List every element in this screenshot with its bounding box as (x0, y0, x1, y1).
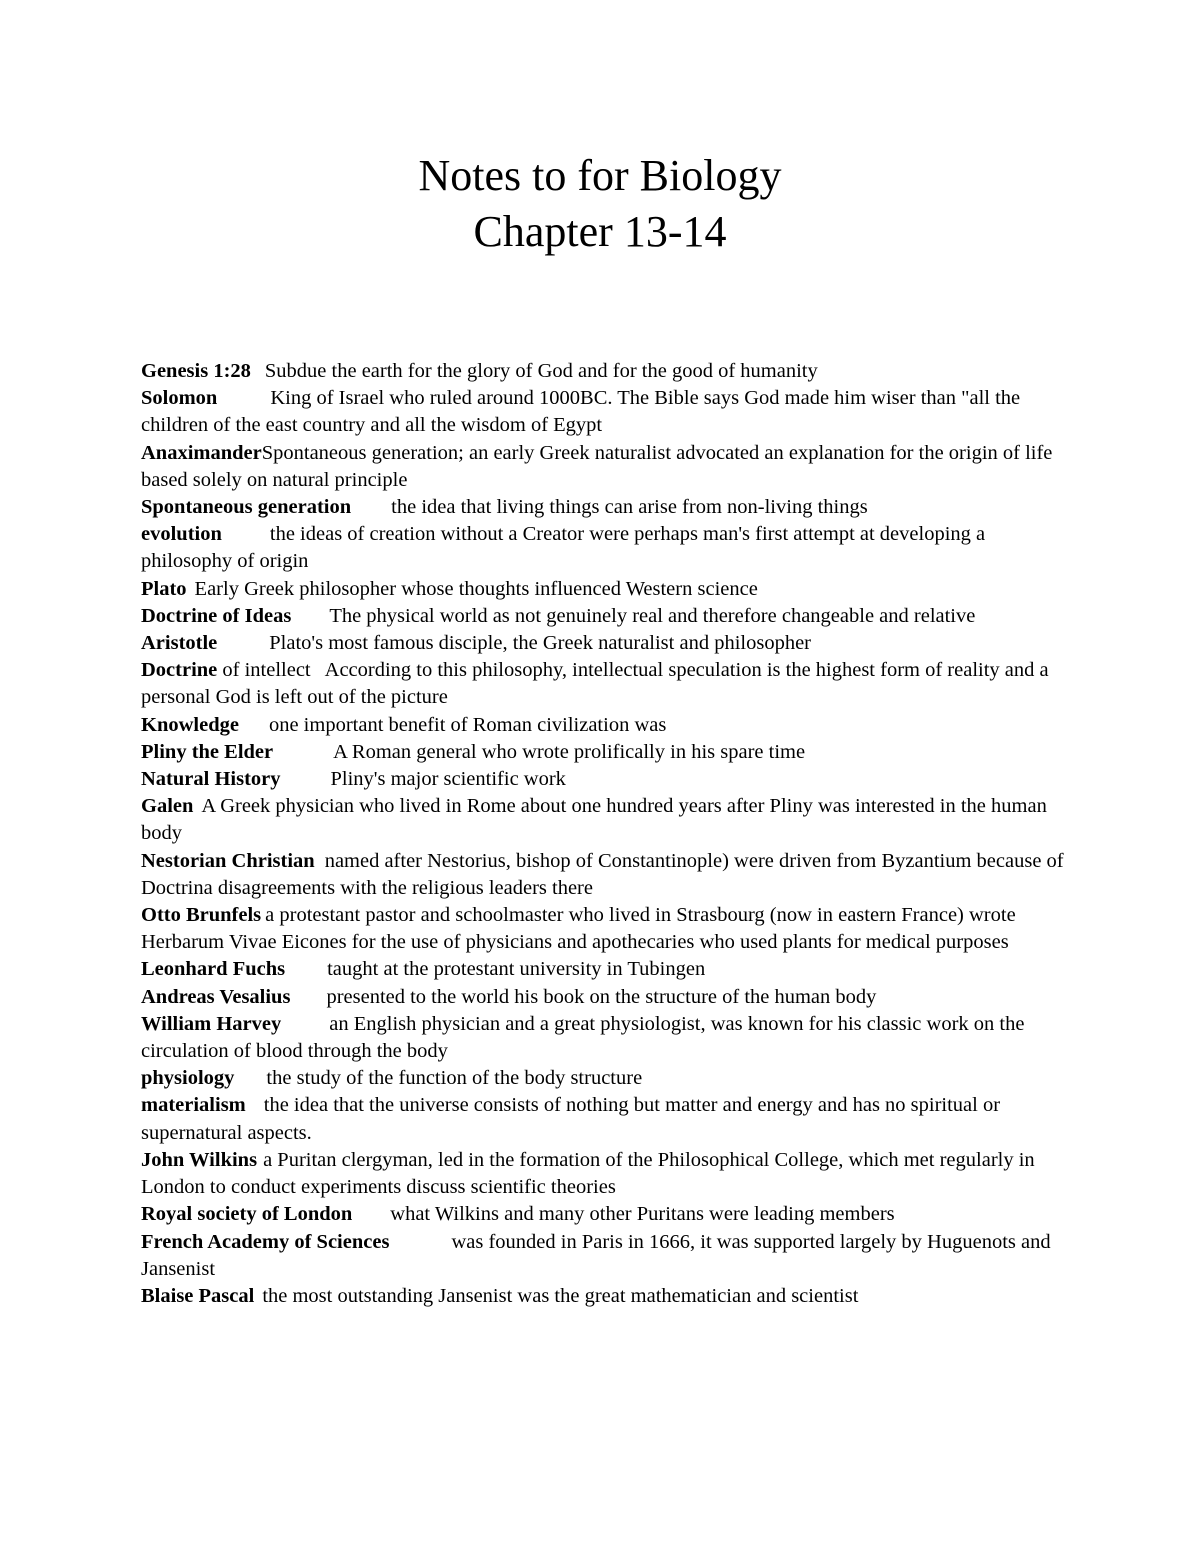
glossary-entry (141, 1283, 1071, 1310)
entry-term: Genesis 1:28 (141, 360, 251, 382)
entry-definition: Early Greek philosopher whose thoughts influenced Western science (194, 577, 758, 600)
entry-term: Andreas Vesalius (141, 985, 291, 1008)
glossary-entry (141, 712, 1071, 739)
glossary-entry (141, 358, 1071, 385)
glossary-entry (141, 603, 1071, 630)
entry-definition: Pliny's major scientific work (330, 768, 566, 791)
entry-definition: an English physician and a great physiologist, was known for his classic work on the circulation of blood through the body (141, 1012, 1025, 1063)
glossary-entry (141, 521, 1071, 575)
entry-extra: of intellect (217, 659, 311, 682)
entry-term: Leonhard Fuchs (141, 958, 286, 981)
glossary-entry (141, 739, 1071, 766)
entry-definition: the ideas of creation without a Creator were perhaps man's first attempt at developing a philosophy of origin (141, 523, 986, 573)
entry-term: Knowledge (141, 713, 239, 736)
glossary-entry (141, 1229, 1071, 1283)
entry-definition: taught at the protestant university in Tubingen (327, 958, 706, 981)
entry-term: Plato (141, 577, 187, 600)
entry-term: materialism (141, 1094, 246, 1117)
entry-definition: According to this philosophy, intellectual speculation is the highest form of reality and a personal God is left out of the picture (141, 659, 1049, 709)
glossary-entry (141, 440, 1071, 494)
glossary-entry (141, 385, 1071, 439)
entry-term: Natural History (141, 768, 281, 791)
entry-term: Aristotle (141, 632, 218, 655)
title-line-2: Chapter 13-14 (473, 207, 727, 256)
entry-term: William Harvey (141, 1012, 282, 1035)
glossary-list (141, 358, 1071, 1310)
glossary-entry (141, 1065, 1071, 1092)
entry-definition: one important benefit of Roman civilization was (268, 713, 667, 736)
entry-term: John Wilkins (141, 1148, 258, 1171)
entry-definition: Spontaneous generation; an early Greek naturalist advocated an explanation for the origin of life based solely on natural principle (141, 441, 1053, 491)
glossary-entry (141, 657, 1071, 711)
entry-term: Doctrine of Ideas (141, 604, 292, 627)
glossary-entry (141, 1147, 1071, 1201)
entry-term: Doctrine (141, 659, 218, 682)
entry-definition: presented to the world his book on the structure of the human body (326, 985, 877, 1008)
entry-definition: King of Israel who ruled around 1000BC. The Bible says God made him wiser than "all the children of the east country and all the wisdom of Egypt (141, 387, 1021, 437)
glossary-entry (141, 494, 1071, 521)
title-line-1: Notes to for Biology (418, 151, 782, 200)
glossary-entry (141, 1092, 1071, 1146)
entry-definition: the idea that living things can arise from non-living things (391, 496, 868, 519)
entry-term: Galen (141, 795, 194, 818)
entry-definition: Subdue the earth for the glory of God and for the good of humanity (264, 360, 818, 382)
glossary-entry (141, 984, 1071, 1011)
entry-term: Royal society of London (141, 1203, 353, 1226)
entry-term: Otto Brunfels (141, 904, 262, 927)
entry-term: Blaise Pascal (141, 1284, 255, 1307)
glossary-entry (141, 848, 1071, 902)
entry-definition: the idea that the universe consists of nothing but matter and energy and has no spiritual or supernatural aspects. (141, 1094, 1001, 1144)
glossary-entry (141, 576, 1071, 603)
entry-term: Anaximander (141, 441, 262, 464)
entry-term: Solomon (141, 387, 218, 410)
glossary-entry (141, 766, 1071, 793)
entry-term: French Academy of Sciences (141, 1230, 390, 1253)
entry-term: Nestorian Christian (141, 849, 315, 872)
glossary-entry (141, 793, 1071, 847)
glossary-entry (141, 630, 1071, 657)
glossary-entry (141, 956, 1071, 983)
entry-term: evolution (141, 523, 222, 546)
entry-definition: named after Nestorius, bishop of Constantinople) were driven from Byzantium because of Doctrina disagreements with the religious leaders there (141, 849, 1064, 899)
glossary-entry (141, 902, 1071, 956)
glossary-entry (141, 1201, 1071, 1228)
entry-definition: The physical world as not genuinely real and therefore changeable and relative (329, 604, 976, 627)
entry-definition: a Puritan clergyman, led in the formation of the Philosophical College, which met regularly in London to conduct experiments discuss scientific theories (141, 1148, 1035, 1199)
entry-term: Pliny the Elder (141, 740, 274, 763)
glossary-entry (141, 1011, 1071, 1065)
entry-definition: a protestant pastor and schoolmaster who lived in Strasbourg (now in eastern France) wrote Herbarum Vivae Eicones for the use of physicians and apothecaries who used plants for medical purposes (141, 904, 1016, 954)
entry-definition: was founded in Paris in 1666, it was supported largely by Huguenots and Jansenist (141, 1230, 1051, 1280)
entry-definition: the study of the function of the body structure (266, 1067, 643, 1090)
entry-definition: the most outstanding Jansenist was the great mathematician and scientist (262, 1284, 859, 1307)
entry-definition: Plato's most famous disciple, the Greek naturalist and philosopher (269, 632, 811, 655)
entry-term: Spontaneous generation (141, 496, 352, 519)
entry-definition: what Wilkins and many other Puritans were leading members (390, 1203, 895, 1226)
document-title (0, 148, 1200, 260)
entry-definition: A Greek physician who lived in Rome about one hundred years after Pliny was interested in the human body (141, 795, 1047, 845)
entry-definition: A Roman general who wrote prolifically in his spare time (333, 740, 806, 763)
entry-term: physiology (141, 1067, 235, 1090)
